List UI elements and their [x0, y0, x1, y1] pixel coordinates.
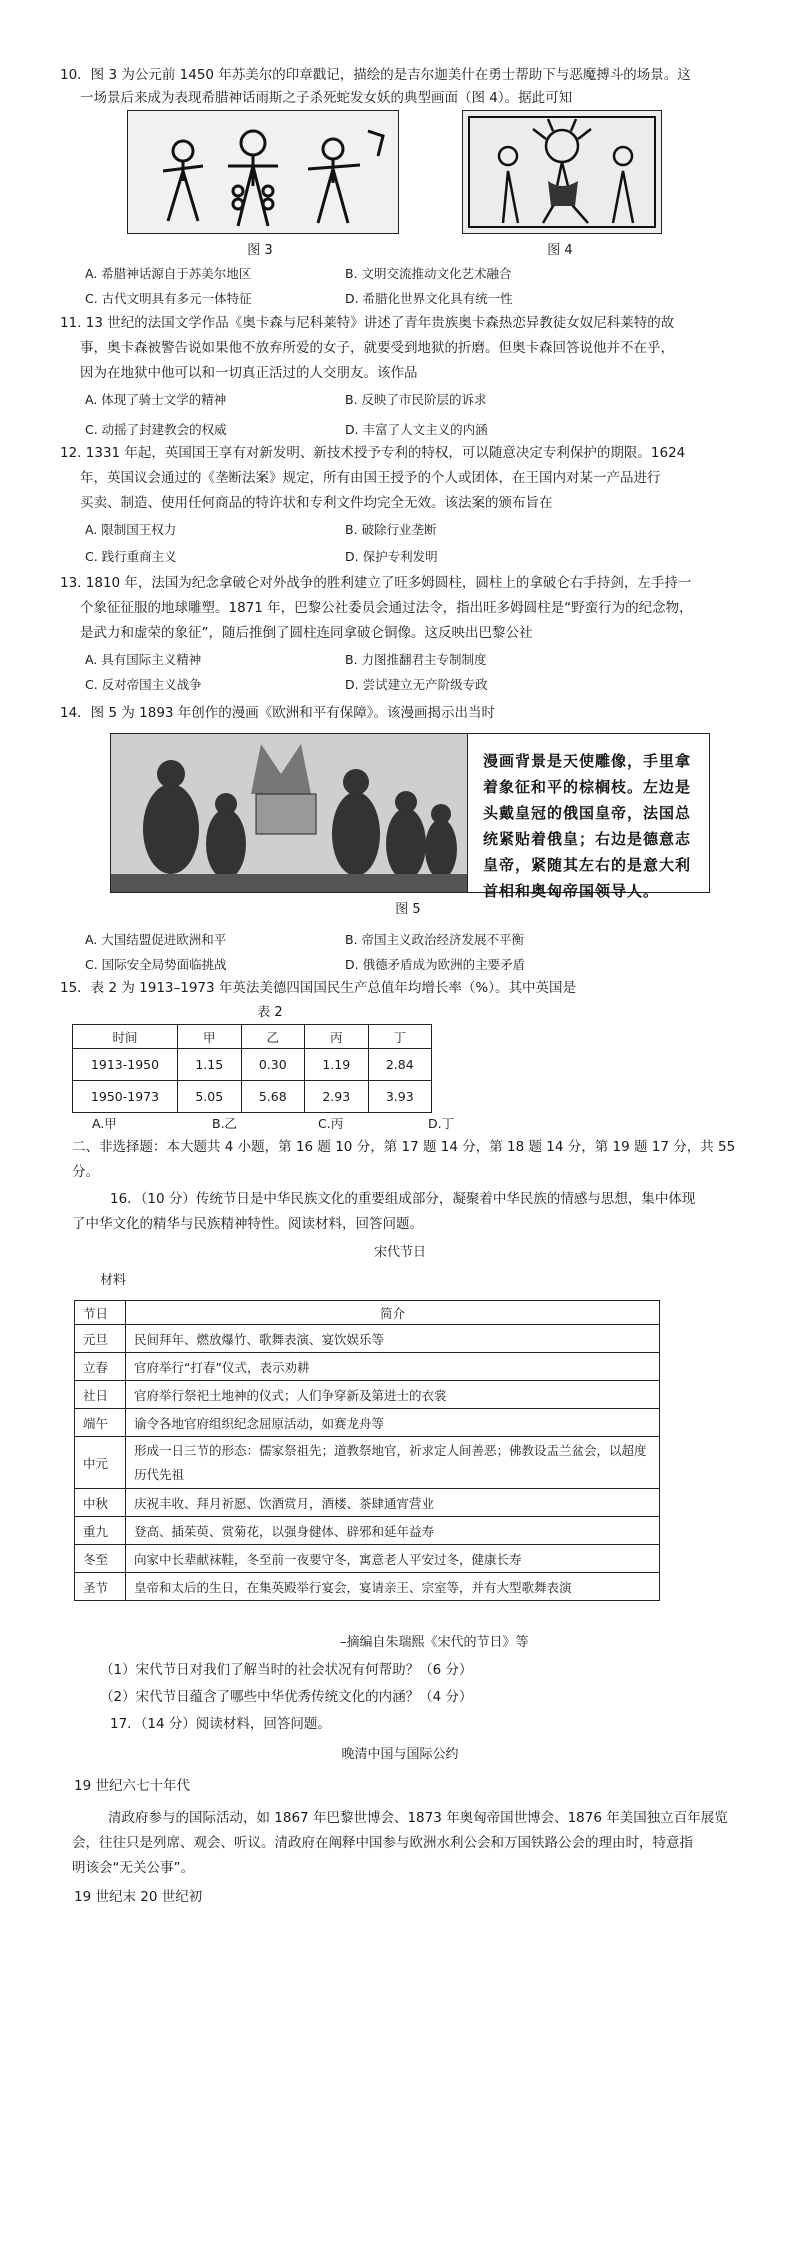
figure-5-description: 漫画背景是天使雕像，手里拿着象征和平的棕榈枝。左边是头戴皇冠的俄国皇帝，法国总统紧贴着俄皇；右边是德意志皇帝，紧随其左右的是意大利首相和奥匈帝国领导人。: [483, 752, 692, 900]
festival-name: 端午: [75, 1409, 126, 1437]
table-cell: 3.93: [368, 1081, 432, 1113]
q11-stem-line1: 11. 13 世纪的法国文学作品《奥卡森与尼科莱特》讲述了青年贵族奥卡森热恋异教徒女奴尼科莱特的故: [60, 315, 675, 331]
q12-option-b[interactable]: B. 破除行业垄断: [345, 522, 437, 537]
festival-description: 庆祝丰收、拜月祈愿、饮酒赏月，酒楼、茶肆通宵营业: [126, 1489, 660, 1517]
seal-drawing: [128, 111, 398, 233]
q16-intro-line2: 了中华文化的精华与民族精神特性。阅读材料，回答问题。: [72, 1216, 423, 1232]
q13-stem-line1: 13. 1810 年，法国为纪念拿破仑对外战争的胜利建立了旺多姆圆柱，圆柱上的拿破仑右手持剑，左手持一: [60, 575, 692, 591]
cartoon-drawing: [111, 734, 467, 892]
table-cell: 1.15: [178, 1049, 242, 1081]
q12-option-d[interactable]: D. 保护专利发明: [345, 549, 438, 564]
festival-description: 向家中长辈献袜鞋，冬至前一夜要守冬，寓意老人平安过冬，健康长寿: [126, 1545, 660, 1573]
q15-option-b[interactable]: B.乙: [212, 1116, 238, 1131]
q12-stem-line3: 买卖、制造、使用任何商品的特许状和专利文件均完全无效。该法案的颁布旨在: [80, 495, 553, 511]
table-2-header-cell: 乙: [241, 1025, 305, 1049]
table-row: [75, 1437, 660, 1489]
section-2-heading-cont: 分。: [72, 1164, 99, 1180]
q11-option-c[interactable]: C. 动摇了封建教会的权威: [85, 422, 227, 437]
q10-option-a[interactable]: A. 希腊神话源自于苏美尔地区: [85, 266, 252, 281]
table-cell: 1950-1973: [73, 1081, 178, 1113]
q11-option-a[interactable]: A. 体现了骑士文学的精神: [85, 392, 227, 407]
table-row: [73, 1081, 432, 1113]
q14-option-a[interactable]: A. 大国结盟促进欧洲和平: [85, 932, 227, 947]
festival-description: 官府举行祭祀土地神的仪式；人们争穿新及第进士的衣裳: [126, 1381, 660, 1409]
table-row: [75, 1545, 660, 1573]
q14-option-d[interactable]: D. 俄德矛盾成为欧洲的主要矛盾: [345, 957, 526, 972]
table-row: [75, 1409, 660, 1437]
table-2-header-cell: 丁: [368, 1025, 432, 1049]
figure-5-cartoon-frame: [110, 733, 710, 900]
q16-subquestion-2: （2）宋代节日蕴含了哪些中华优秀传统文化的内涵？（4 分）: [100, 1689, 473, 1705]
q17-era-2: 19 世纪末 20 世纪初: [74, 1889, 203, 1905]
q16-source: –摘编自朱瑞熙《宋代的节日》等: [340, 1635, 529, 1650]
table-header-cell: 简介: [126, 1301, 660, 1325]
q14-stem: 14．图 5 为 1893 年创作的漫画《欧洲和平有保障》。该漫画揭示出当时: [60, 705, 496, 721]
festival-name: 立春: [75, 1353, 126, 1381]
q16-subquestion-1: （1）宋代节日对我们了解当时的社会状况有何帮助？（6 分）: [100, 1662, 473, 1678]
q16-material-label: 材料: [100, 1273, 127, 1288]
table-row: [75, 1517, 660, 1545]
figure-5-caption: 图 5: [395, 902, 421, 917]
figure-4-greek-vase-drawing: [462, 110, 662, 234]
table-cell: 2.93: [305, 1081, 369, 1113]
festival-description: 官府举行“打春”仪式，表示劝耕: [126, 1353, 660, 1381]
table-row: [75, 1325, 660, 1353]
song-festival-table: [74, 1300, 660, 1601]
figure-5-cartoon-image: [111, 734, 468, 892]
vase-drawing: [463, 111, 661, 233]
table-row: [75, 1381, 660, 1409]
q10-stem-line1: 10．图 3 为公元前 1450 年苏美尔的印章戳记，描绘的是吉尔迦美什在勇士帮助下与恶魔搏斗的场景。这: [60, 67, 691, 83]
table-2-title: 表 2: [257, 1005, 283, 1020]
q17-para1-line1: 清政府参与的国际活动，如 1867 年巴黎世博会、1873 年奥匈帝国世博会、1876 年美国独立百年展览: [108, 1810, 728, 1826]
table-header-row: [75, 1301, 660, 1325]
festival-name: 中秋: [75, 1489, 126, 1517]
q13-stem-line3: 是武力和虚荣的象征”，随后推倒了圆柱连同拿破仑铜像。这反映出巴黎公社: [80, 625, 533, 641]
q10-stem-line2: 一场景后来成为表现希腊神话雨斯之子杀死蛇发女妖的典型画面（图 4）。据此可知: [80, 90, 573, 106]
q10-option-c[interactable]: C. 古代文明具有多元一体特征: [85, 291, 252, 306]
table-cell: 5.05: [178, 1081, 242, 1113]
festival-name: 冬至: [75, 1545, 126, 1573]
section-2-heading: 二、非选择题：本大题共 4 小题，第 16 题 10 分，第 17 题 14 分，第 18 题 14 分，第 19 题 17 分，共 55: [72, 1139, 736, 1155]
festival-description: 形成一日三节的形态：儒家祭祖先；道教祭地官，祈求定人间善恶；佛教设盂兰盆会，以超度历代先祖: [126, 1437, 660, 1489]
table-2-header-cell: 丙: [305, 1025, 369, 1049]
table-row: [75, 1573, 660, 1601]
q11-option-b[interactable]: B. 反映了市民阶层的诉求: [345, 392, 487, 407]
q15-option-a[interactable]: A.甲: [92, 1116, 117, 1131]
table-row: [75, 1353, 660, 1381]
table-cell: 2.84: [368, 1049, 432, 1081]
q17-era-1: 19 世纪六七十年代: [74, 1778, 190, 1794]
q13-option-d[interactable]: D. 尝试建立无产阶级专政: [345, 677, 488, 692]
q17-intro: 17．（14 分）阅读材料，回答问题。: [110, 1716, 331, 1732]
q14-option-c[interactable]: C. 国际安全局势面临挑战: [85, 957, 227, 972]
table-cell: 1.19: [305, 1049, 369, 1081]
table-cell: 0.30: [241, 1049, 305, 1081]
table-row: [73, 1049, 432, 1081]
q17-title: 晚清中国与国际公约: [341, 1747, 459, 1762]
q11-option-d[interactable]: D. 丰富了人文主义的内涵: [345, 422, 488, 437]
q15-stem: 15．表 2 为 1913–1973 年英法美德四国国民生产总值年均增长率（%）。其中英国是: [60, 980, 576, 996]
figure-4-caption: 图 4: [547, 243, 573, 258]
q17-para1-line3: 明该会“无关公事”。: [72, 1860, 194, 1876]
q14-option-b[interactable]: B. 帝国主义政治经济发展不平衡: [345, 932, 525, 947]
table-header-cell: 节日: [75, 1301, 126, 1325]
q11-stem-line2: 事，奥卡森被警告说如果他不放弃所爱的女子，就要受到地狱的折磨。但奥卡森回答说他并不在乎，: [80, 340, 674, 356]
festival-name: 圣节: [75, 1573, 126, 1601]
figure-3-caption: 图 3: [247, 243, 273, 258]
q10-option-d[interactable]: D. 希腊化世界文化具有统一性: [345, 291, 513, 306]
q13-stem-line2: 个象征征服的地球雕塑。1871 年，巴黎公社委员会通过法令，指出旺多姆圆柱是“野蛮行为的纪念物，: [80, 600, 693, 616]
table-cell: 1913-1950: [73, 1049, 178, 1081]
festival-description: 民间拜年、燃放爆竹、歌舞表演、宴饮娱乐等: [126, 1325, 660, 1353]
table-2-header-cell: 时间: [73, 1025, 178, 1049]
festival-name: 重九: [75, 1517, 126, 1545]
q17-para1-line2: 会，往往只是列席、观会、听议。清政府在阐释中国参与欧洲水利公会和万国铁路公会的理由时，特意指: [72, 1835, 693, 1851]
q13-option-c[interactable]: C. 反对帝国主义战争: [85, 677, 202, 692]
festival-name: 中元: [75, 1437, 126, 1489]
festival-description: 谕令各地官府组织纪念屈原活动，如赛龙舟等: [126, 1409, 660, 1437]
q12-option-a[interactable]: A. 限制国王权力: [85, 522, 177, 537]
q15-option-c[interactable]: C.丙: [318, 1116, 344, 1131]
table-2-header-row: [73, 1025, 432, 1049]
q13-option-b[interactable]: B. 力图推翻君主专制制度: [345, 652, 487, 667]
table-2-header-cell: 甲: [178, 1025, 242, 1049]
q12-stem-line2: 年，英国议会通过的《垄断法案》规定，所有由国王授予的个人或团体，在王国内对某一产品进行: [80, 470, 661, 486]
q16-intro-line1: 16．（10 分）传统节日是中华民族文化的重要组成部分，凝聚着中华民族的情感与思想，集中体现: [110, 1191, 696, 1207]
q13-option-a[interactable]: A. 具有国际主义精神: [85, 652, 202, 667]
q11-stem-line3: 因为在地狱中他可以和一切真正活过的人交朋友。该作品: [80, 365, 418, 381]
q16-table-title: 宋代节日: [373, 1245, 426, 1260]
q12-stem-line1: 12. 1331 年起，英国国王享有对新发明、新技术授予专利的特权，可以随意决定专利保护的期限。1624: [60, 445, 686, 461]
table-cell: 5.68: [241, 1081, 305, 1113]
table-row: [75, 1489, 660, 1517]
q15-option-d[interactable]: D.丁: [428, 1116, 455, 1131]
q12-option-c[interactable]: C. 践行重商主义: [85, 549, 177, 564]
festival-name: 社日: [75, 1381, 126, 1409]
q10-option-b[interactable]: B. 文明交流推动文化艺术融合: [345, 266, 512, 281]
festival-name: 元旦: [75, 1325, 126, 1353]
figure-3-seal-impression: [127, 110, 399, 234]
festival-description: 皇帝和太后的生日，在集英殿举行宴会，宴请亲王、宗室等，并有大型歌舞表演: [126, 1573, 660, 1601]
table-2: [72, 1024, 432, 1113]
festival-description: 登高、插茱萸、赏菊花，以强身健体、辟邪和延年益寿: [126, 1517, 660, 1545]
